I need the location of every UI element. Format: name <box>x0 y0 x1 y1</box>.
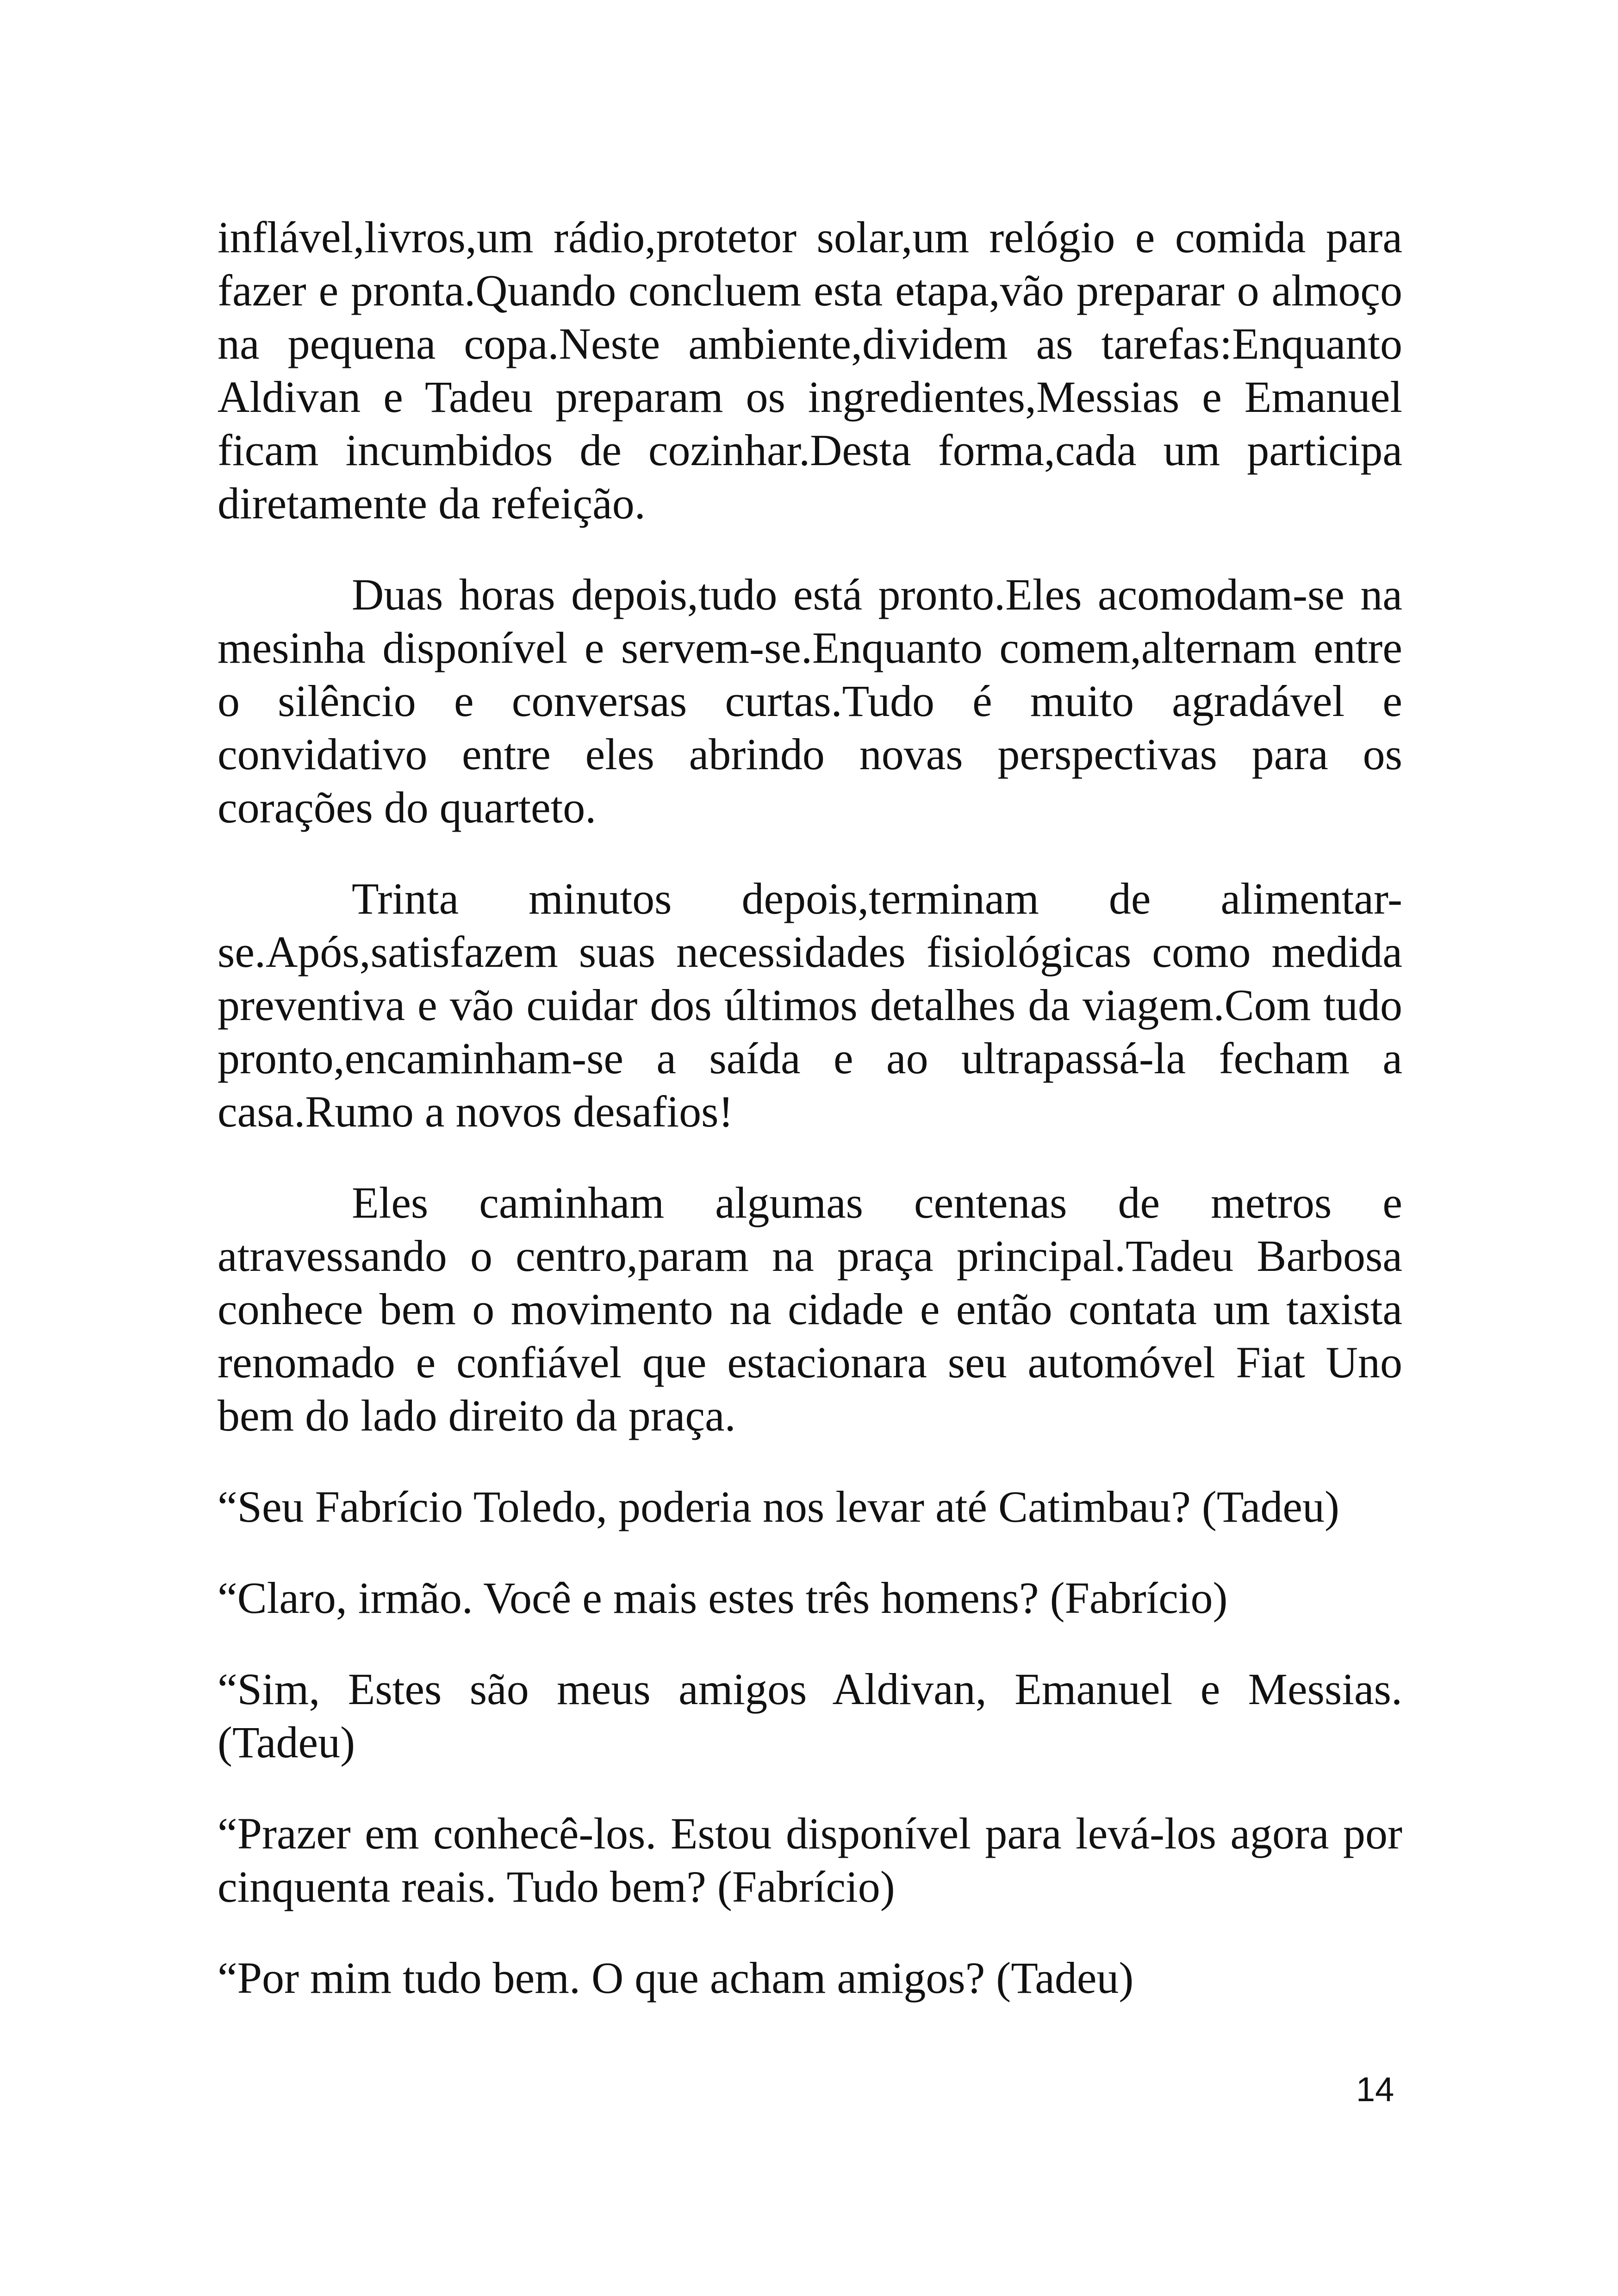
paragraph-lunch-ready: Duas horas depois,tudo está pronto.Eles acomodam-se na mesinha disponível e servem-se.Enquanto comem,alternam entre o silêncio e conversas curtas.Tudo é muito agradável e convidativo entre eles abrindo novas perspectivas para os corações do quarteto. <box>218 570 1402 832</box>
dialogue-line: “Claro, irmão. Você e mais estes três homens? (Fabrício) <box>218 1573 1228 1623</box>
page-number: 14 <box>1356 2070 1394 2109</box>
dialogue-line: “Por mim tudo bem. O que acham amigos? (Tadeu) <box>218 1953 1134 2003</box>
body-text <box>218 211 1402 2004</box>
dialogue-line: “Prazer em conhecê-los. Estou disponível para levá-los agora por cinquenta reais. Tudo bem? (Fabrício) <box>218 1809 1402 1911</box>
dialogue-line: “Sim, Estes são meus amigos Aldivan, Emanuel e Messias. (Tadeu) <box>218 1664 1402 1767</box>
paragraph-town-square: Eles caminham algumas centenas de metros e atravessando o centro,param na praça principal.Tadeu Barbosa conhece bem o movimento na cidade e então contata um taxista renomado e confiável que estacionara seu automóvel Fiat Uno bem do lado direito da praça. <box>218 1178 1402 1440</box>
paragraph-continuation: inflável,livros,um rádio,protetor solar,um relógio e comida para fazer e pronta.Quando concluem esta etapa,vão preparar o almoço na pequena copa.Neste ambiente,dividem as tarefas:Enquanto Aldivan e Tadeu preparam os ingredientes,Messias e Emanuel ficam incumbidos de cozinhar.Desta forma,cada um participa diretamente da refeição. <box>218 212 1402 528</box>
paragraph-departure: Trinta minutos depois,terminam de alimentar-se.Após,satisfazem suas necessidades fisiológicas como medida preventiva e vão cuidar dos últimos detalhes da viagem.Com tudo pronto,encaminham-se a saída e ao ultrapassá-la fecham a casa.Rumo a novos desafios! <box>218 874 1402 1136</box>
dialogue-line: “Seu Fabrício Toledo, poderia nos levar até Catimbau? (Tadeu) <box>218 1482 1339 1531</box>
